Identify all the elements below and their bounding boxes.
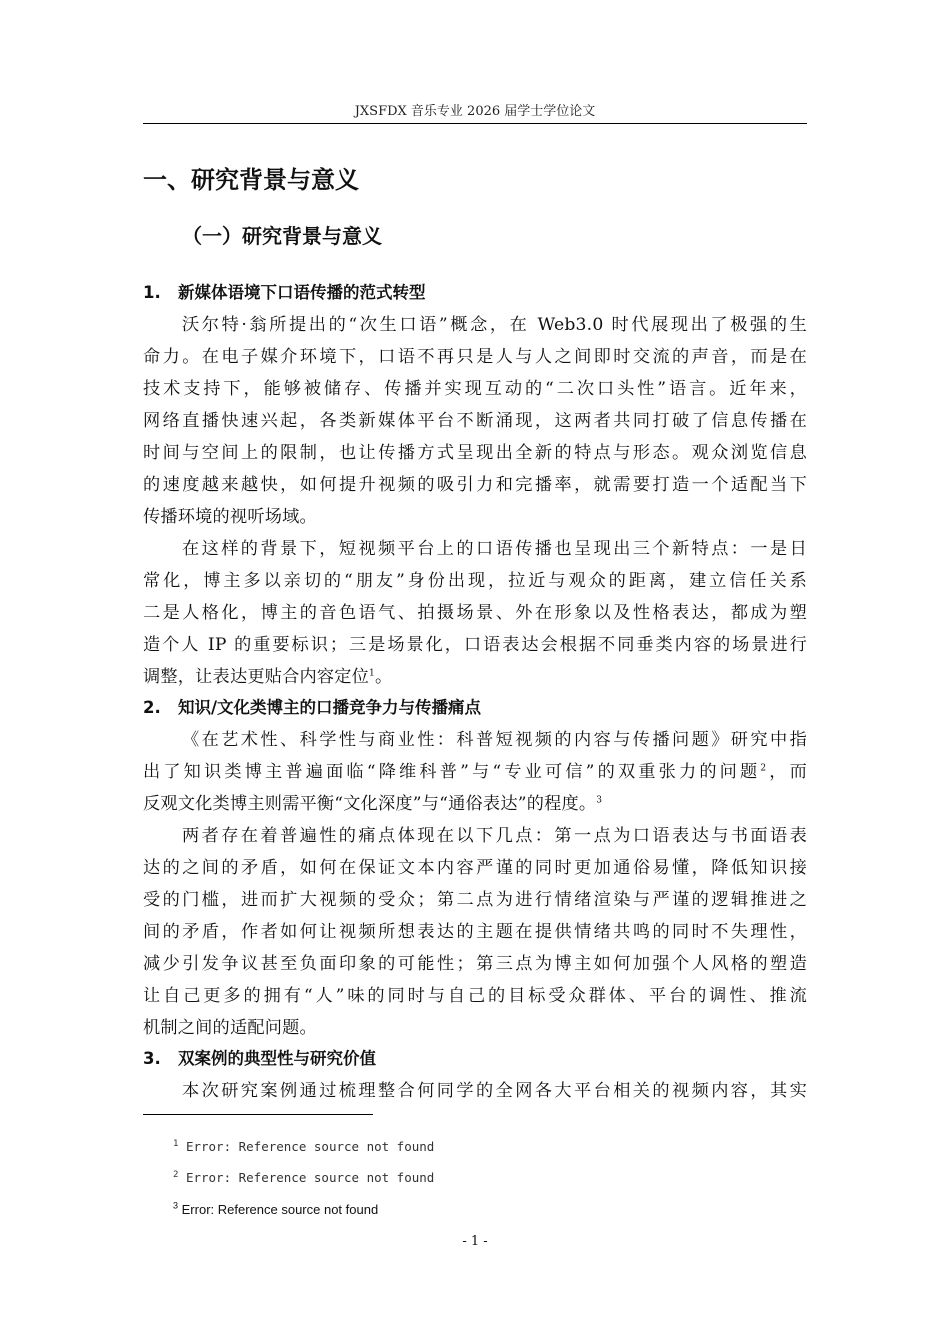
body-line: 受的门槛，进而扩大视频的受众；第二点为进行情绪渲染与严谨的逻辑推进之 — [143, 890, 807, 910]
body-line: 传播环境的视听场域。 — [143, 507, 317, 527]
body-line: 达的之间的矛盾，如何在保证文本内容严谨的同时更加通俗易懂，降低知识接 — [143, 858, 807, 878]
chapter-title: 一、研究背景与意义 — [143, 166, 359, 194]
body-line: 让自己更多的拥有“人”味的同时与自己的目标受众群体、平台的调性、推流 — [143, 986, 807, 1006]
footnote-text: Error: Reference source not found — [181, 1202, 379, 1217]
body-line: 《在艺术性、科学性与商业性：科普短视频的内容与传播问题》研究中指 — [182, 730, 807, 750]
body-line: 本次研究案例通过梳理整合何同学的全网各大平台相关的视频内容，其实 — [182, 1081, 807, 1101]
body-line — [143, 662, 807, 687]
subsection-title: 双案例的典型性与研究价值 — [178, 1049, 376, 1068]
body-line: 二是人格化，博主的音色语气、拍摄场景、外在形象以及性格表达，都成为塑 — [143, 603, 807, 623]
page-number: - 1 - — [462, 1234, 488, 1249]
subsection-heading-2 — [143, 694, 481, 718]
body-line: 命力。在电子媒介环境下，口语不再只是人与人之间即时交流的声音，而是在 — [143, 347, 807, 367]
body-text: 出了知识类博主普遍面临“降维科普”与“专业可信”的双重张力的问题 — [143, 762, 761, 782]
footnote-mark: 2 — [173, 1169, 179, 1180]
subsection-number: 3. — [143, 1049, 161, 1068]
body-line — [143, 789, 807, 814]
footnote-3 — [173, 1202, 378, 1217]
subsection-number: 1. — [143, 283, 161, 302]
footnote-text: Error: Reference source not found — [185, 1170, 435, 1185]
body-text: ，而 — [766, 762, 807, 782]
subsection-title: 知识/文化类博主的口播竞争力与传播痛点 — [178, 698, 482, 717]
body-line: 的速度越来越快，如何提升视频的吸引力和完播率，就需要打造一个适配当下 — [143, 475, 807, 495]
footnote-separator — [143, 1114, 373, 1115]
footnote-text: Error: Reference source not found — [185, 1139, 435, 1154]
body-line: 机制之间的适配问题。 — [143, 1018, 317, 1038]
body-line: 减少引发争议甚至负面印象的可能性；第三点为博主如何加强个人风格的塑造 — [143, 954, 807, 974]
body-line — [143, 757, 807, 782]
footnote-1 — [173, 1139, 434, 1154]
footnote-marker[interactable]: 2 — [760, 763, 767, 774]
body-line: 沃尔特·翁所提出的“次生口语”概念，在 Web3.0 时代展现出了极强的生 — [182, 315, 807, 335]
section-title: （一）研究背景与意义 — [182, 224, 382, 248]
body-line: 在这样的背景下，短视频平台上的口语传播也呈现出三个新特点：一是日 — [182, 539, 807, 559]
footnote-marker[interactable]: 1 — [369, 668, 375, 679]
body-line: 间的矛盾，作者如何让视频所想表达的主题在提供情绪共鸣的同时不失理性， — [143, 922, 807, 942]
subsection-number: 2. — [143, 698, 161, 717]
body-text: 。 — [374, 667, 393, 687]
body-text: 反观文化类博主则需平衡“文化深度”与“通俗表达”的程度。 — [143, 794, 597, 814]
body-line: 常化，博主多以亲切的“朋友”身份出现，拉近与观众的距离，建立信任关系 — [143, 571, 807, 591]
running-header: JXSFDX 音乐专业 2026 届学士学位论文 — [354, 104, 596, 119]
subsection-heading-3 — [143, 1045, 376, 1069]
body-line: 时间与空间上的限制，也让传播方式呈现出全新的特点与形态。观众浏览信息 — [143, 443, 807, 463]
header-rule — [143, 123, 807, 124]
footnote-mark: 3 — [173, 1200, 179, 1211]
footnote-2 — [173, 1170, 434, 1185]
body-line: 技术支持下，能够被储存、传播并实现互动的“二次口头性”语言。近年来， — [143, 379, 807, 399]
body-text: 调整，让表达更贴合内容定位 — [143, 667, 370, 687]
subsection-title: 新媒体语境下口语传播的范式转型 — [178, 283, 426, 302]
body-line: 造个人 IP 的重要标识；三是场景化，口语表达会根据不同垂类内容的场景进行 — [143, 635, 807, 655]
footnote-mark: 1 — [173, 1138, 179, 1149]
body-line: 网络直播快速兴起，各类新媒体平台不断涌现，这两者共同打破了信息传播在 — [143, 411, 807, 431]
footnote-marker[interactable]: 3 — [596, 795, 603, 806]
body-line: 两者存在着普遍性的痛点体现在以下几点：第一点为口语表达与书面语表 — [182, 826, 807, 846]
subsection-heading-1 — [143, 279, 426, 303]
